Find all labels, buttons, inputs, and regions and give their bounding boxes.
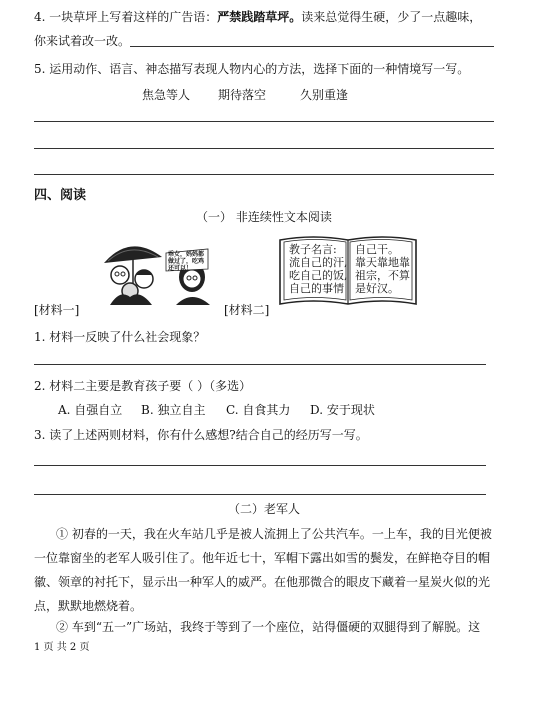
book-left-line-2: 流自己的汗, xyxy=(289,256,348,269)
reading-q1: 1. 材料一反映了什么社会现象？ xyxy=(34,330,206,344)
q4-suffix: 读来总觉得生硬，少了一点趣味， xyxy=(301,10,482,24)
book-left-line-4: 自己的事情 xyxy=(289,282,344,295)
reading-q3: 3. 读了上述两则材料，你有什么感想?结合自己的经历写一写。 xyxy=(34,428,368,442)
q4-line2: 你来试着改一改。 xyxy=(34,34,131,48)
book-right-line-4: 是好汉。 xyxy=(355,282,399,295)
book-left-line-3: 吃自己的饭, xyxy=(289,269,348,282)
q4-line1 xyxy=(34,8,481,25)
cartoon-speech-bubble: 乖女，妈妈都做过了，吃鸡还可以！ xyxy=(168,251,205,272)
q2-option-b[interactable]: B. 独立自主 xyxy=(141,403,206,417)
material1-label: [材料一] xyxy=(34,303,80,317)
para1-line-1: ① 初春的一天，我在火车站几乎是被人流拥上了公共汽车。一上车，我的目光便被 xyxy=(56,527,492,541)
material2-label: [材料二] xyxy=(224,303,270,317)
q2-option-d[interactable]: D. 安于现状 xyxy=(310,403,375,417)
para1-line-2: 一位靠窗坐的老军人吸引住了。他年近七十，军帽下露出如雪的鬓发，在鲜艳夺目的帽 xyxy=(34,551,491,565)
page-footer: 1 页 共 2 页 xyxy=(34,642,90,653)
reading-q2: 2. 材料二主要是教育孩子要（ ）（多选） xyxy=(34,379,252,393)
book-right-line-3: 祖宗，不算 xyxy=(355,269,410,282)
q5-answer-line-2[interactable] xyxy=(34,148,494,149)
passage-paragraph-2: ② 车到“五一”广场站，我终于等到了一个座位，站得僵硬的双腿得到了解脱。这 xyxy=(56,620,481,634)
section-title: 四、阅读 xyxy=(34,188,87,203)
q5-text: 5. 运用动作、语言、神态描写表现人物内心的方法，选择下面的一种情境写一写。 xyxy=(34,62,470,76)
q5-answer-line-3[interactable] xyxy=(34,174,494,175)
book-right-page xyxy=(355,243,410,295)
para1-line-3: 徽、领章的衬托下，显示出一种军人的威严。在他那微合的眼皮下藏着一星炭火似的光 xyxy=(34,575,491,589)
q2-option-c[interactable]: C. 自食其力 xyxy=(226,403,291,417)
book-right-line-1: 自己干。 xyxy=(355,243,399,256)
q4-prefix: 4. 一块草坪上写着这样的广告语： xyxy=(34,10,218,24)
q3-answer-line-2[interactable] xyxy=(34,494,486,495)
q5-option-3: 久别重逢 xyxy=(300,88,349,102)
q4-slogan: 严禁践踏草坪。 xyxy=(217,10,302,24)
book-left-page xyxy=(289,243,348,295)
passage-paragraph-1 xyxy=(34,522,492,618)
q1-answer-line[interactable] xyxy=(34,364,486,365)
part1-title: （一） 非连续性文本阅读 xyxy=(196,210,332,224)
q2-option-a[interactable]: A. 自强自立 xyxy=(58,403,123,417)
q4-answer-line[interactable] xyxy=(130,46,494,47)
para1-line-4: 点，默默地燃烧着。 xyxy=(34,599,143,613)
book-right-line-2: 靠天靠地靠 xyxy=(355,256,410,269)
part2-title: （二）老军人 xyxy=(228,502,301,516)
q5-answer-line-1[interactable] xyxy=(34,121,494,122)
q5-option-1: 焦急等人 xyxy=(142,88,191,102)
q5-option-2: 期待落空 xyxy=(218,88,267,102)
book-left-line-1: 教子名言: xyxy=(289,243,337,256)
q3-answer-line-1[interactable] xyxy=(34,465,486,466)
